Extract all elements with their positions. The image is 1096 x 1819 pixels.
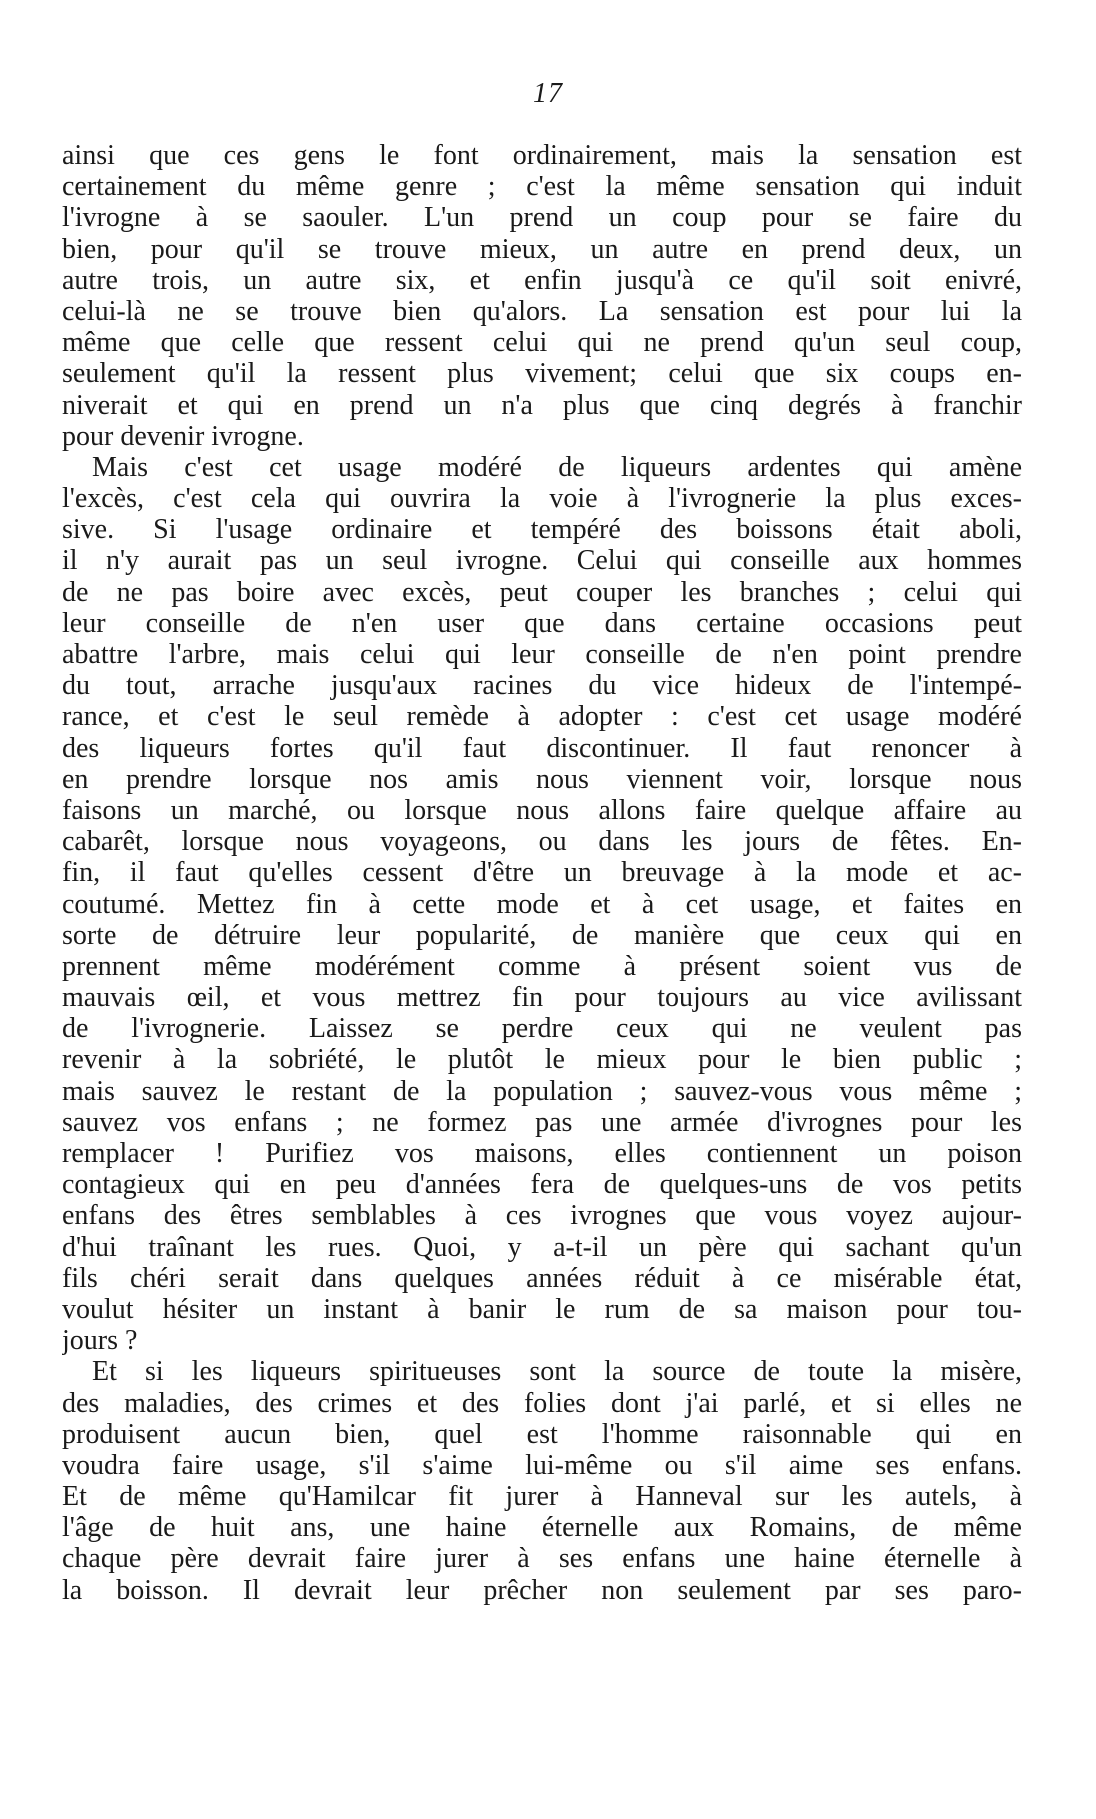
- text-line: l'ivrogne à se saouler. L'un prend un coup pour se faire du: [62, 202, 1022, 234]
- text-line: leur conseille de n'en user que dans certaine occasions peut: [62, 607, 1022, 639]
- text-line: de ne pas boire avec excès, peut couper les branches ; celui qui: [62, 576, 1022, 608]
- text-line: de l'ivrognerie. Laissez se perdre ceux qui ne veulent pas: [62, 1013, 1022, 1045]
- text-line: remplacer ! Purifiez vos maisons, elles contiennent un poison: [62, 1138, 1022, 1169]
- text-line: certainement du même genre ; c'est la même sensation qui induit: [62, 171, 1022, 203]
- text-line: cabarêt, lorsque nous voyageons, ou dans les jours de fêtes. En-: [62, 826, 1022, 858]
- text-line-paragraph-start: Et si les liqueurs spiritueuses sont la source de toute la misère,: [92, 1356, 1022, 1388]
- text-line: du tout, arrache jusqu'aux racines du vice hideux de l'intempé-: [62, 670, 1022, 702]
- text-line: prennent même modérément comme à présent soient vus de: [62, 950, 1022, 982]
- text-line: la boisson. Il devrait leur prêcher non seulement par ses paro-: [62, 1574, 1022, 1606]
- text-line: d'hui traînant les rues. Quoi, y a-t-il un père qui sachant qu'un: [62, 1231, 1022, 1263]
- text-line: abattre l'arbre, mais celui qui leur conseille de n'en point prendre: [62, 639, 1022, 670]
- text-line: voudra faire usage, s'il s'aime lui-même ou s'il aime ses enfans.: [62, 1449, 1022, 1481]
- text-line: des maladies, des crimes et des folies dont j'ai parlé, et si elles ne: [62, 1387, 1022, 1419]
- text-line: mais sauvez le restant de la population ; sauvez-vous vous même ;: [62, 1075, 1022, 1107]
- text-line: produisent aucun bien, quel est l'homme raisonnable qui en: [62, 1418, 1022, 1450]
- text-line-paragraph-end: pour devenir ivrogne.: [62, 420, 304, 452]
- body-text: [62, 140, 1022, 1606]
- text-line: rance, et c'est le seul remède à adopter : c'est cet usage modéré: [62, 701, 1022, 733]
- text-line: sauvez vos enfans ; ne formez pas une armée d'ivrognes pour les: [62, 1106, 1022, 1138]
- text-line: l'excès, c'est cela qui ouvrira la voie à l'ivrognerie la plus exces-: [62, 483, 1022, 515]
- text-line: fils chéri serait dans quelques années réduit à ce misérable état,: [62, 1262, 1022, 1294]
- text-line: coutumé. Mettez fin à cette mode et à cet usage, et faites en: [62, 888, 1022, 920]
- text-line: fin, il faut qu'elles cessent d'être un breuvage à la mode et ac-: [62, 857, 1022, 889]
- text-line: en prendre lorsque nos amis nous viennent voir, lorsque nous: [62, 763, 1022, 795]
- text-line: contagieux qui en peu d'années fera de quelques-uns de vos petits: [62, 1169, 1022, 1201]
- text-line: chaque père devrait faire jurer à ses enfans une haine éternelle à: [62, 1543, 1022, 1575]
- page-number: 17: [533, 78, 563, 109]
- text-line: il n'y aurait pas un seul ivrogne. Celui qui conseille aux hommes: [62, 545, 1022, 577]
- text-line: autre trois, un autre six, et enfin jusqu'à ce qu'il soit enivré,: [62, 264, 1022, 296]
- text-line: enfans des êtres semblables à ces ivrognes que vous voyez aujour-: [62, 1200, 1022, 1232]
- text-line: revenir à la sobriété, le plutôt le mieux pour le bien public ;: [62, 1044, 1022, 1076]
- text-line: seulement qu'il la ressent plus vivement; celui que six coups en-: [62, 358, 1022, 390]
- text-line-paragraph-start: Mais c'est cet usage modéré de liqueurs ardentes qui amène: [92, 451, 1022, 483]
- text-line: celui-là ne se trouve bien qu'alors. La sensation est pour lui la: [62, 295, 1022, 327]
- text-line: l'âge de huit ans, une haine éternelle aux Romains, de même: [62, 1512, 1022, 1544]
- text-line: des liqueurs fortes qu'il faut discontinuer. Il faut renoncer à: [62, 732, 1022, 764]
- text-line-paragraph-end: jours ?: [62, 1325, 138, 1357]
- text-line: sorte de détruire leur popularité, de manière que ceux qui en: [62, 919, 1022, 951]
- text-line: voulut hésiter un instant à banir le rum de sa maison pour tou-: [62, 1293, 1022, 1325]
- text-line: niverait et qui en prend un n'a plus que cinq degrés à franchir: [62, 389, 1022, 421]
- text-line: faisons un marché, ou lorsque nous allons faire quelque affaire au: [62, 794, 1022, 826]
- text-line: mauvais œil, et vous mettrez fin pour toujours au vice avilissant: [62, 982, 1022, 1014]
- text-line: ainsi que ces gens le font ordinairement, mais la sensation est: [62, 140, 1022, 171]
- text-line: Et de même qu'Hamilcar fit jurer à Hanneval sur les autels, à: [62, 1481, 1022, 1513]
- text-line: sive. Si l'usage ordinaire et tempéré des boissons était aboli,: [62, 514, 1022, 546]
- text-line: bien, pour qu'il se trouve mieux, un autre en prend deux, un: [62, 233, 1022, 265]
- text-line: même que celle que ressent celui qui ne prend qu'un seul coup,: [62, 327, 1022, 359]
